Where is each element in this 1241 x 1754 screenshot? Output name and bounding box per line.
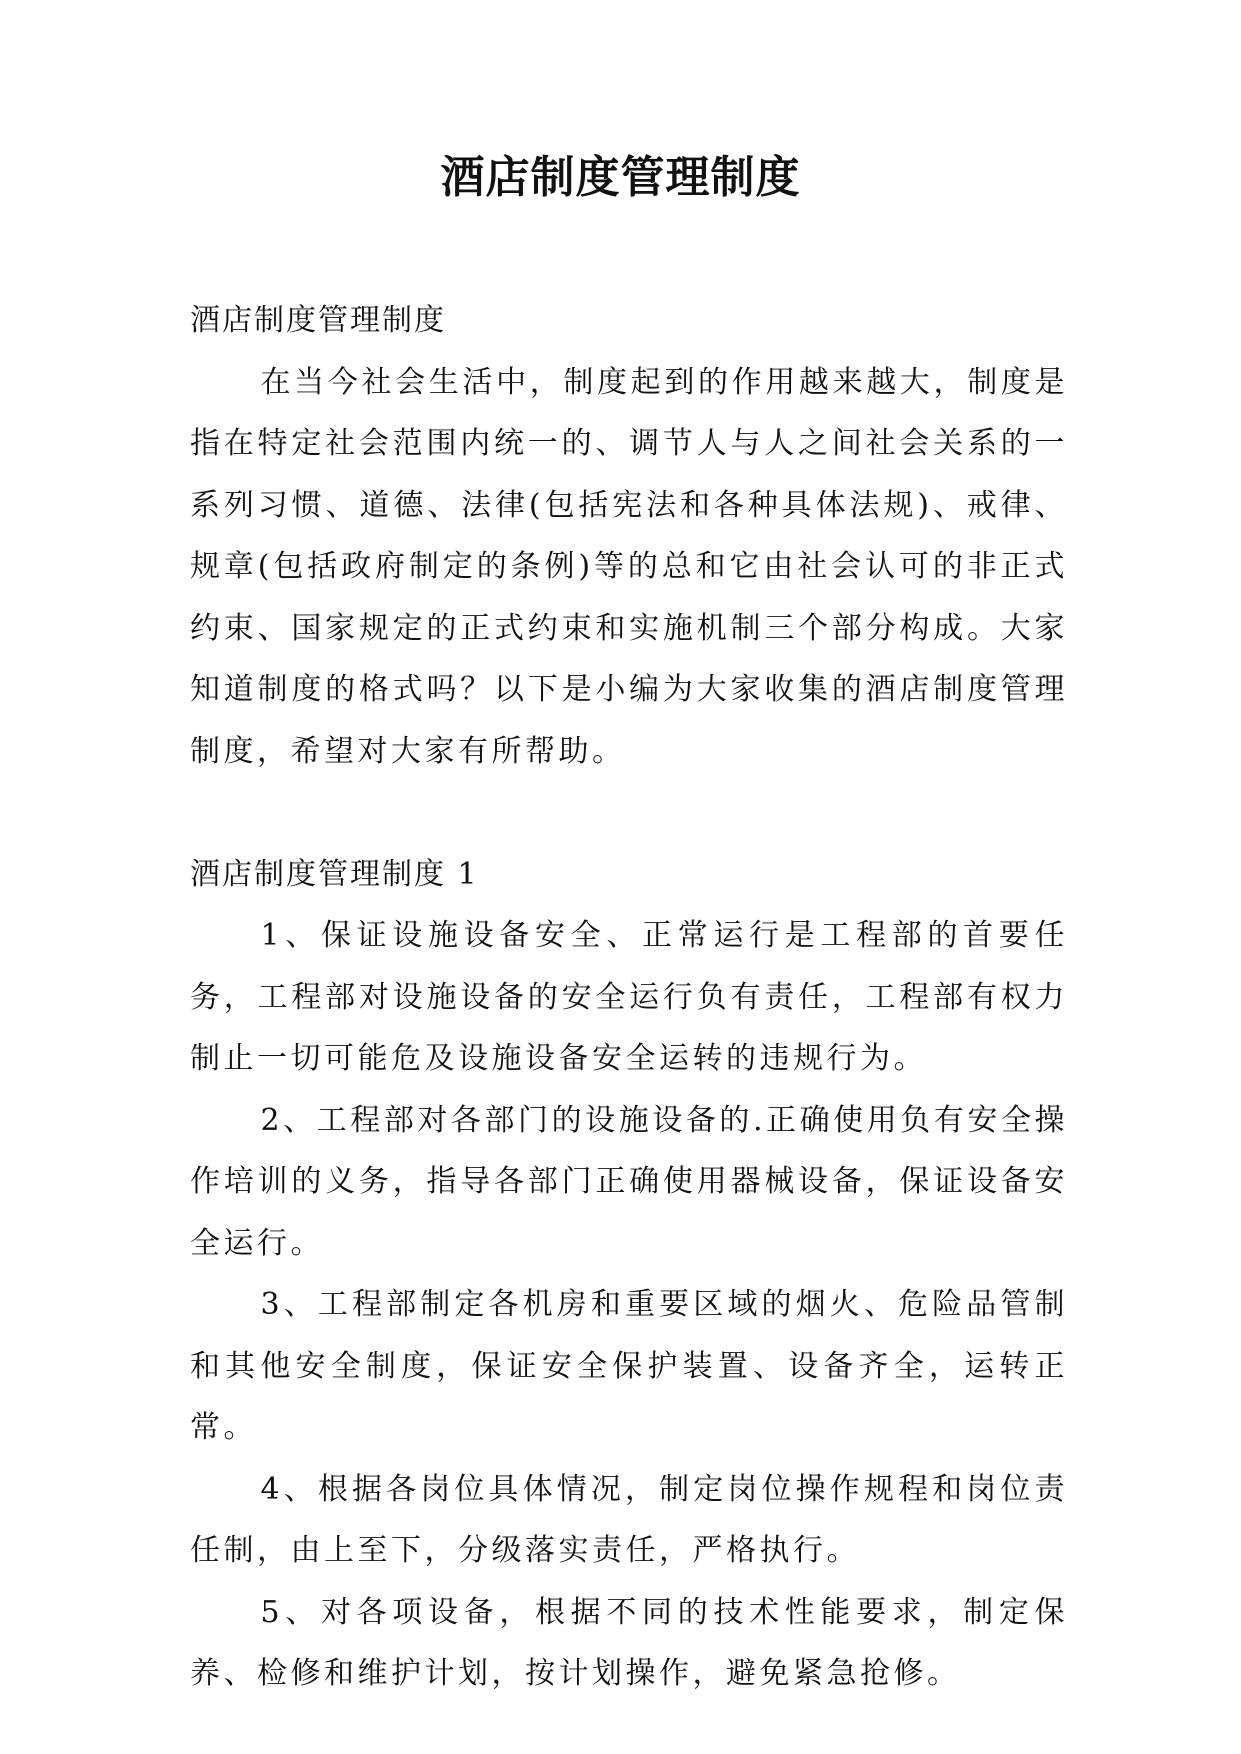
document-title: 酒店制度管理制度 xyxy=(440,152,801,203)
list-item: 3、工程部制定各机房和重要区域的烟火、危险品管制和其他安全制度，保证安全保护装置、设备齐全，运转正常。 xyxy=(190,1287,1068,1445)
list-item: 5、对各项设备，根据不同的技术性能要求，制定保养、检修和维护计划，按计划操作，避免紧急抢修。 xyxy=(190,1594,1068,1691)
intro-paragraph: 在当今社会生活中，制度起到的作用越来越大，制度是指在特定社会范围内统一的、调节人与人之间社会关系的一系列习惯、道德、法律(包括宪法和各种具体法规)、戒律、规章(包括政府制定的条例)等的总和它由社会认可的非正式约束、国家规定的正式约束和实施机制三个部分构成。大家知道制度的格式吗？以下是小编为大家收集的酒店制度管理制度，希望对大家有所帮助。 xyxy=(190,364,1068,769)
list-item: 4、根据各岗位具体情况，制定岗位操作规程和岗位责任制，由上至下，分级落实责任，严格执行。 xyxy=(190,1471,1068,1568)
section-heading: 酒店制度管理制度 1 xyxy=(190,856,479,892)
document-body xyxy=(190,290,1068,1705)
list-item: 2、工程部对各部门的设施设备的.正确使用负有安全操作培训的义务，指导各部门正确使用器械设备，保证设备安全运行。 xyxy=(190,1102,1068,1261)
list-item: 1、保证设施设备安全、正常运行是工程部的首要任务，工程部对设施设备的安全运行负有责任，工程部有权力制止一切可能危及设施设备安全运转的违规行为。 xyxy=(190,918,1068,1076)
intro-heading: 酒店制度管理制度 xyxy=(190,303,446,338)
section-spacer xyxy=(190,782,1068,844)
